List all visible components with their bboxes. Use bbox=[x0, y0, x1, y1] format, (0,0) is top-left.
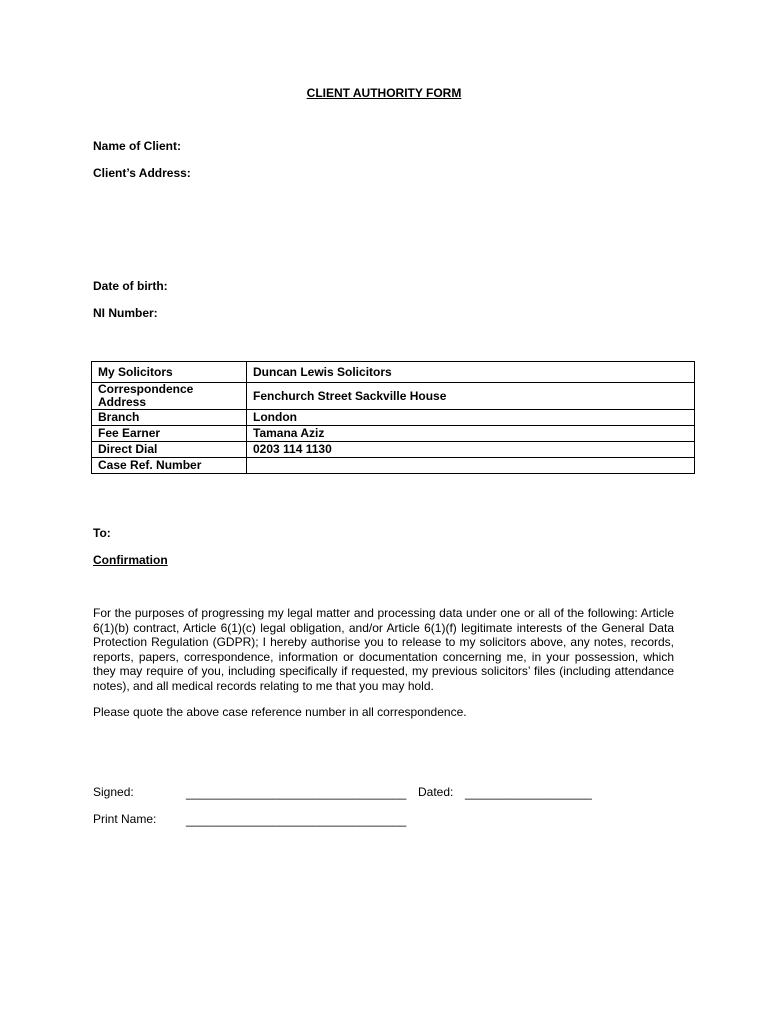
table-row bbox=[92, 383, 695, 410]
table-row bbox=[92, 426, 695, 442]
table-cell-value: Fenchurch Street Sackville House bbox=[247, 383, 695, 410]
date-line: ___________________ bbox=[465, 786, 592, 800]
table-cell-label: Direct Dial bbox=[92, 442, 247, 458]
name-of-client-label: Name of Client: bbox=[93, 139, 182, 153]
print-name-label: Print Name: bbox=[93, 812, 157, 826]
table-cell-label: Fee Earner bbox=[92, 426, 247, 442]
table-row bbox=[92, 442, 695, 458]
signed-label: Signed: bbox=[93, 785, 134, 799]
table-cell-label: My Solicitors bbox=[92, 362, 247, 383]
table-row bbox=[92, 458, 695, 474]
table-cell-value: London bbox=[247, 410, 695, 426]
date-of-birth-label: Date of birth: bbox=[93, 279, 168, 293]
table-cell-label: Correspondence Address bbox=[92, 383, 247, 410]
solicitor-details-table bbox=[91, 361, 695, 474]
confirmation-heading: Confirmation bbox=[93, 553, 168, 567]
table-cell-value bbox=[247, 458, 695, 474]
table-cell-value: Duncan Lewis Solicitors bbox=[247, 362, 695, 383]
table-cell-value: Tamana Aziz bbox=[247, 426, 695, 442]
table-cell-label: Branch bbox=[92, 410, 247, 426]
dated-label: Dated: bbox=[418, 785, 454, 799]
table-cell-value: 0203 114 1130 bbox=[247, 442, 695, 458]
signature-line: _________________________________ bbox=[186, 786, 407, 800]
form-title: CLIENT AUTHORITY FORM bbox=[306, 86, 462, 100]
client-address-label: Client’s Address: bbox=[93, 166, 191, 180]
case-reference-note: Please quote the above case reference number in all correspondence. bbox=[93, 705, 467, 719]
table-cell-label: Case Ref. Number bbox=[92, 458, 247, 474]
table-row bbox=[92, 410, 695, 426]
table-row bbox=[92, 362, 695, 383]
to-label: To: bbox=[93, 526, 111, 540]
ni-number-label: NI Number: bbox=[93, 306, 158, 320]
confirmation-paragraph: For the purposes of progressing my legal matter and processing data under one or all of the following: Article 6(1)(b) contract, Article 6(1)(c) legal obligation, and/or Article 6(1)(f) legitimate interests of the General Data Protection Regulation (GDPR); I hereby authorise you to release to my solicitors above, any notes, records, reports, papers, correspondence, information or documentation concerning me, in your possession, which they may require of you, including specifically if requested, my previous solicitors’ files (including attendance notes), and all medical records relating to me that you may hold. bbox=[93, 606, 674, 693]
print-name-line: _________________________________ bbox=[186, 813, 407, 827]
